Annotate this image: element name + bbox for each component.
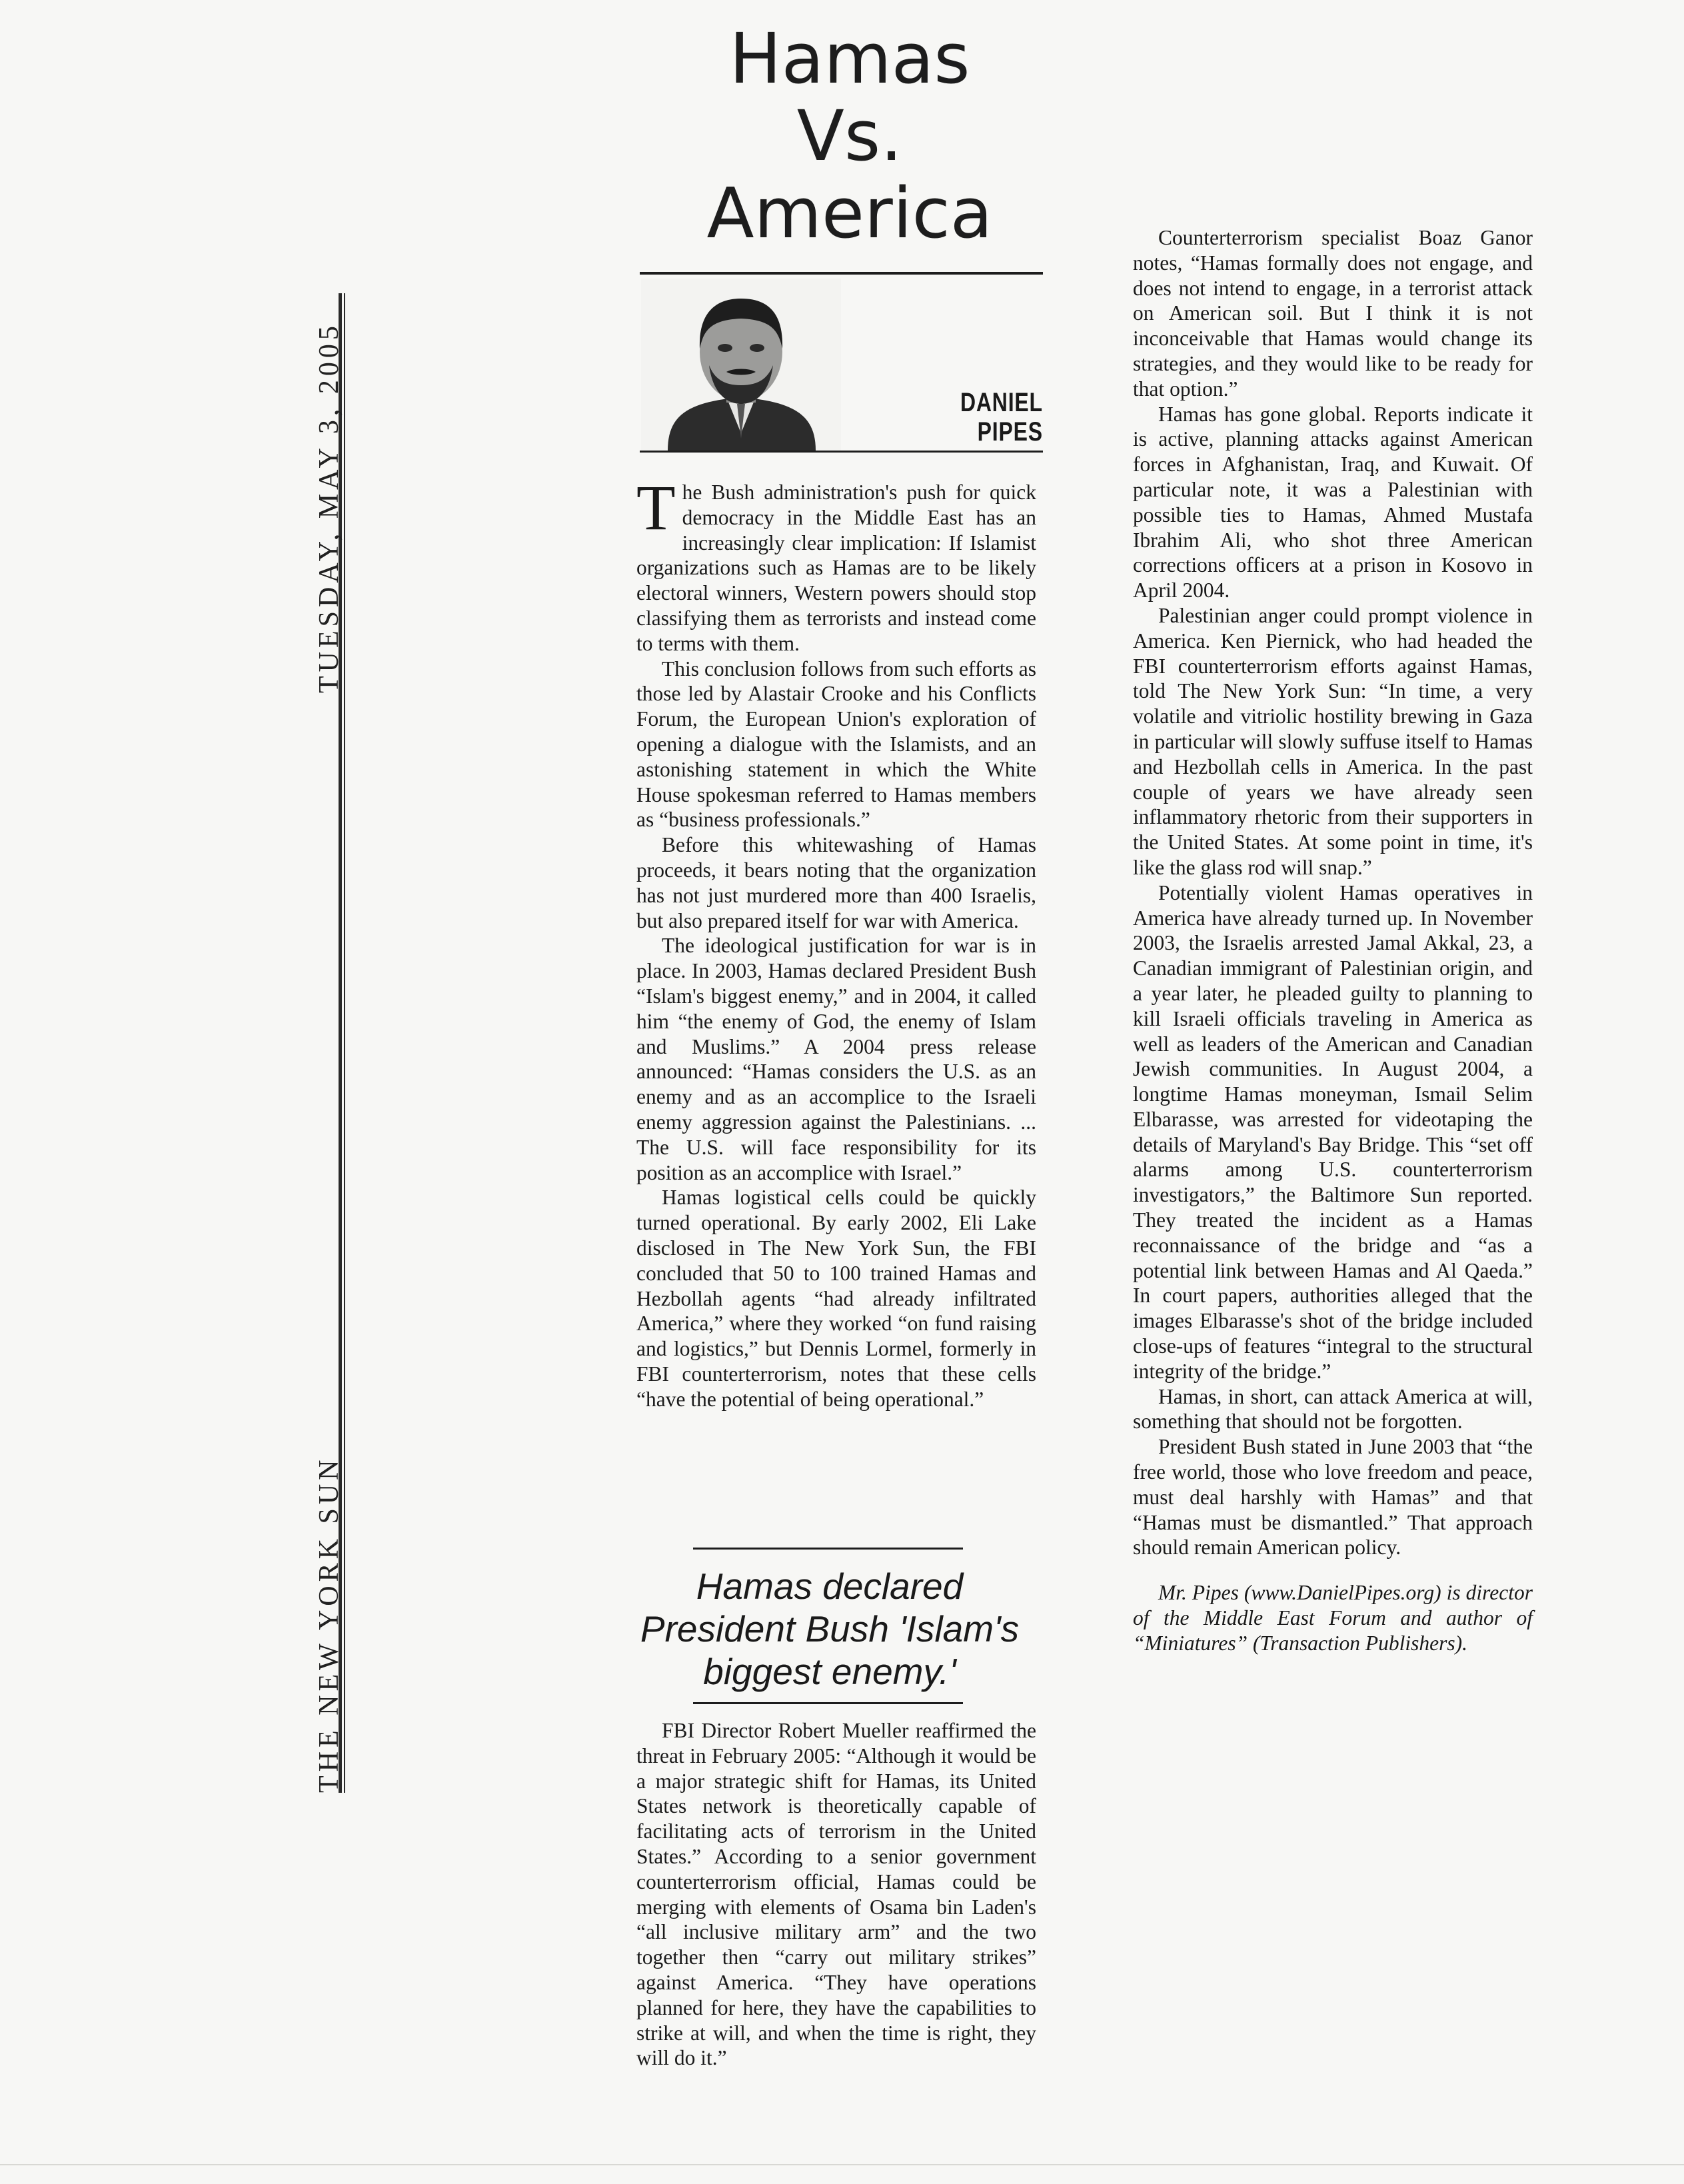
paragraph-10: Potentially violent Hamas operatives in America have already turned up. In November 2003, the Israelis arrested Jamal Akkal, 23, a Canadian immigrant of Palestinian origin, and a year later, he pleaded guilty to planning to kill Israeli officials traveling in America as well as leaders of the American and Canadian Jewish communities. In August 2004, a longtime Hamas moneyman, Ismail Selim Elbarasse, was arrested for videotaping the details of Maryland's Bay Bridge. This “set off alarms among U.S. counterterrorism investigators,” the Baltimore Sun reported. They treated the incident as a Hamas reconnaissance of the bridge and “as a potential link between Hamas and Al Qaeda.” In court papers, authorities alleged that the images Elbarasse's shot of the bridge included close-ups of features “integral to the structural integrity of the bridge.” [1133,880,1533,1383]
paragraph-11: Hamas, in short, can attack America at will, something that should not be forgotten. [1133,1384,1533,1434]
author-portrait [641,279,841,451]
pullquote-rule-bottom [693,1702,963,1704]
paragraph-4: The ideological justification for war is in place. In 2003, Hamas declared President Bush “Islam's biggest enemy,” and in 2004, it called him “the enemy of God, the enemy of Islam and Muslims.” A 2004 press release announced: “Hamas considers the U.S. as an enemy and as an accomplice to the Israeli enemy aggression against the Palestinians. ... The U.S. will face responsibility for its position as an accomplice with Israel.” [636,934,1036,1184]
headline-line-3: America [706,173,993,254]
pullquote-rule-top [693,1548,963,1550]
headline [640,20,1060,252]
article-column-1 [636,472,1036,1412]
headline-line-2: Vs. [796,95,903,177]
paragraph-2: This conclusion follows from such efforts as those led by Alastair Crooke and his Conflicts Forum, the European Union's exploration of opening a dialogue with the Islamists, and an astonishing statement in which the White House spokesman referred to Hamas members as “business professionals.” [636,656,1036,832]
drop-cap: T [636,472,676,543]
paragraph-1: The Bush administration's push for quick democracy in the Middle East has an increasingly clear implication: If Islamist organizations such as Hamas are to be likely electoral winners, Western powers should stop classifying them as terrorists and instead come to terms with them. [636,472,1036,655]
byline-last-name: PIPES [977,417,1043,447]
byline-first-name: DANIEL [960,388,1043,417]
pullquote-line-2: President Bush 'Islam's [640,1608,1020,1649]
page-edge [0,2164,1684,2165]
newspaper-name: THE NEW YORK SUN [314,1456,345,1793]
article-column-1-continued [636,1718,1036,2071]
paragraph-3: Before this whitewashing of Hamas proceeds, it bears noting that the organization has not just murdered more than 400 Israelis, but also prepared itself for war with America. [636,833,1036,932]
paragraph-9: Palestinian anger could prompt violence in America. Ken Piernick, who had headed the FBI counterterrorism efforts against Hamas, told The New York Sun: “In time, a very volatile and vitriolic hostility brewing in Gaza in particular will slowly suffuse itself to Hamas and Hezbollah cells in America. In the past couple of years we have already seen inflammatory rhetoric from their supporters in the United States. At some point in time, it's like the glass rod will snap.” [1133,603,1533,879]
article-column-2 [1133,225,1533,1656]
byline-rule [640,451,1043,453]
paragraph-7: Counterterrorism specialist Boaz Ganor notes, “Hamas formally does not engage, and does not intend to engage, in a terrorist attack on American soil. But I think it is not inconceivable that Hamas would change its strategies, and they would like to be ready for that option.” [1133,226,1533,401]
pullquote-line-1: Hamas declared [696,1566,964,1607]
paragraph-12: President Bush stated in June 2003 that “the free world, those who love freedom and peace, must deal harshly with Hamas” and that “Hamas must be dismantled.” That approach should remain American policy. [1133,1435,1533,1560]
headline-line-1: Hamas [729,18,970,99]
byline [960,388,1043,447]
paragraph-5: Hamas logistical cells could be quickly turned operational. By early 2002, Eli Lake disclosed in The New York Sun, the FBI concluded that 50 to 100 trained Hamas and Hezbollah agents “had already infiltrated America,” where they worked “on fund raising and logistics,” but Dennis Lormel, formerly in FBI counterterrorism, notes that these cells “have the potential of being operational.” [636,1186,1036,1411]
pull-quote [626,1565,1033,1693]
author-tagline: Mr. Pipes (www.DanielPipes.org) is director of the Middle East Forum and author of “Miniatures” (Transaction Publishers). [1133,1581,1533,1655]
headline-rule [640,272,1043,275]
pullquote-line-3: biggest enemy.' [703,1651,956,1692]
paragraph-6: FBI Director Robert Mueller reaffirmed the threat in February 2005: “Although it would be a major strategic shift for Hamas, its United States network is theoretically capable of facilitating acts of terrorism in the United States.” According to a senior government counterterrorism official, Hamas could be merging with elements of Osama bin Laden's “all inclusive military arm” and the two together then “carry out military strikes” against America. “They have operations planned for here, they have the capabilities to strike at will, and when the time is right, they will do it.” [636,1719,1036,2070]
publication-date: TUESDAY, MAY 3, 2005 [314,322,345,693]
paragraph-8: Hamas has gone global. Reports indicate it is active, planning attacks against American forces in Afghanistan, Iraq, and Kuwait. Of particular note, it was a Palestinian with possible ties to Hamas, Ahmed Mustafa Ibrahim Ali, who shot three American corrections officers at a prison in Kosovo in April 2004. [1133,402,1533,602]
